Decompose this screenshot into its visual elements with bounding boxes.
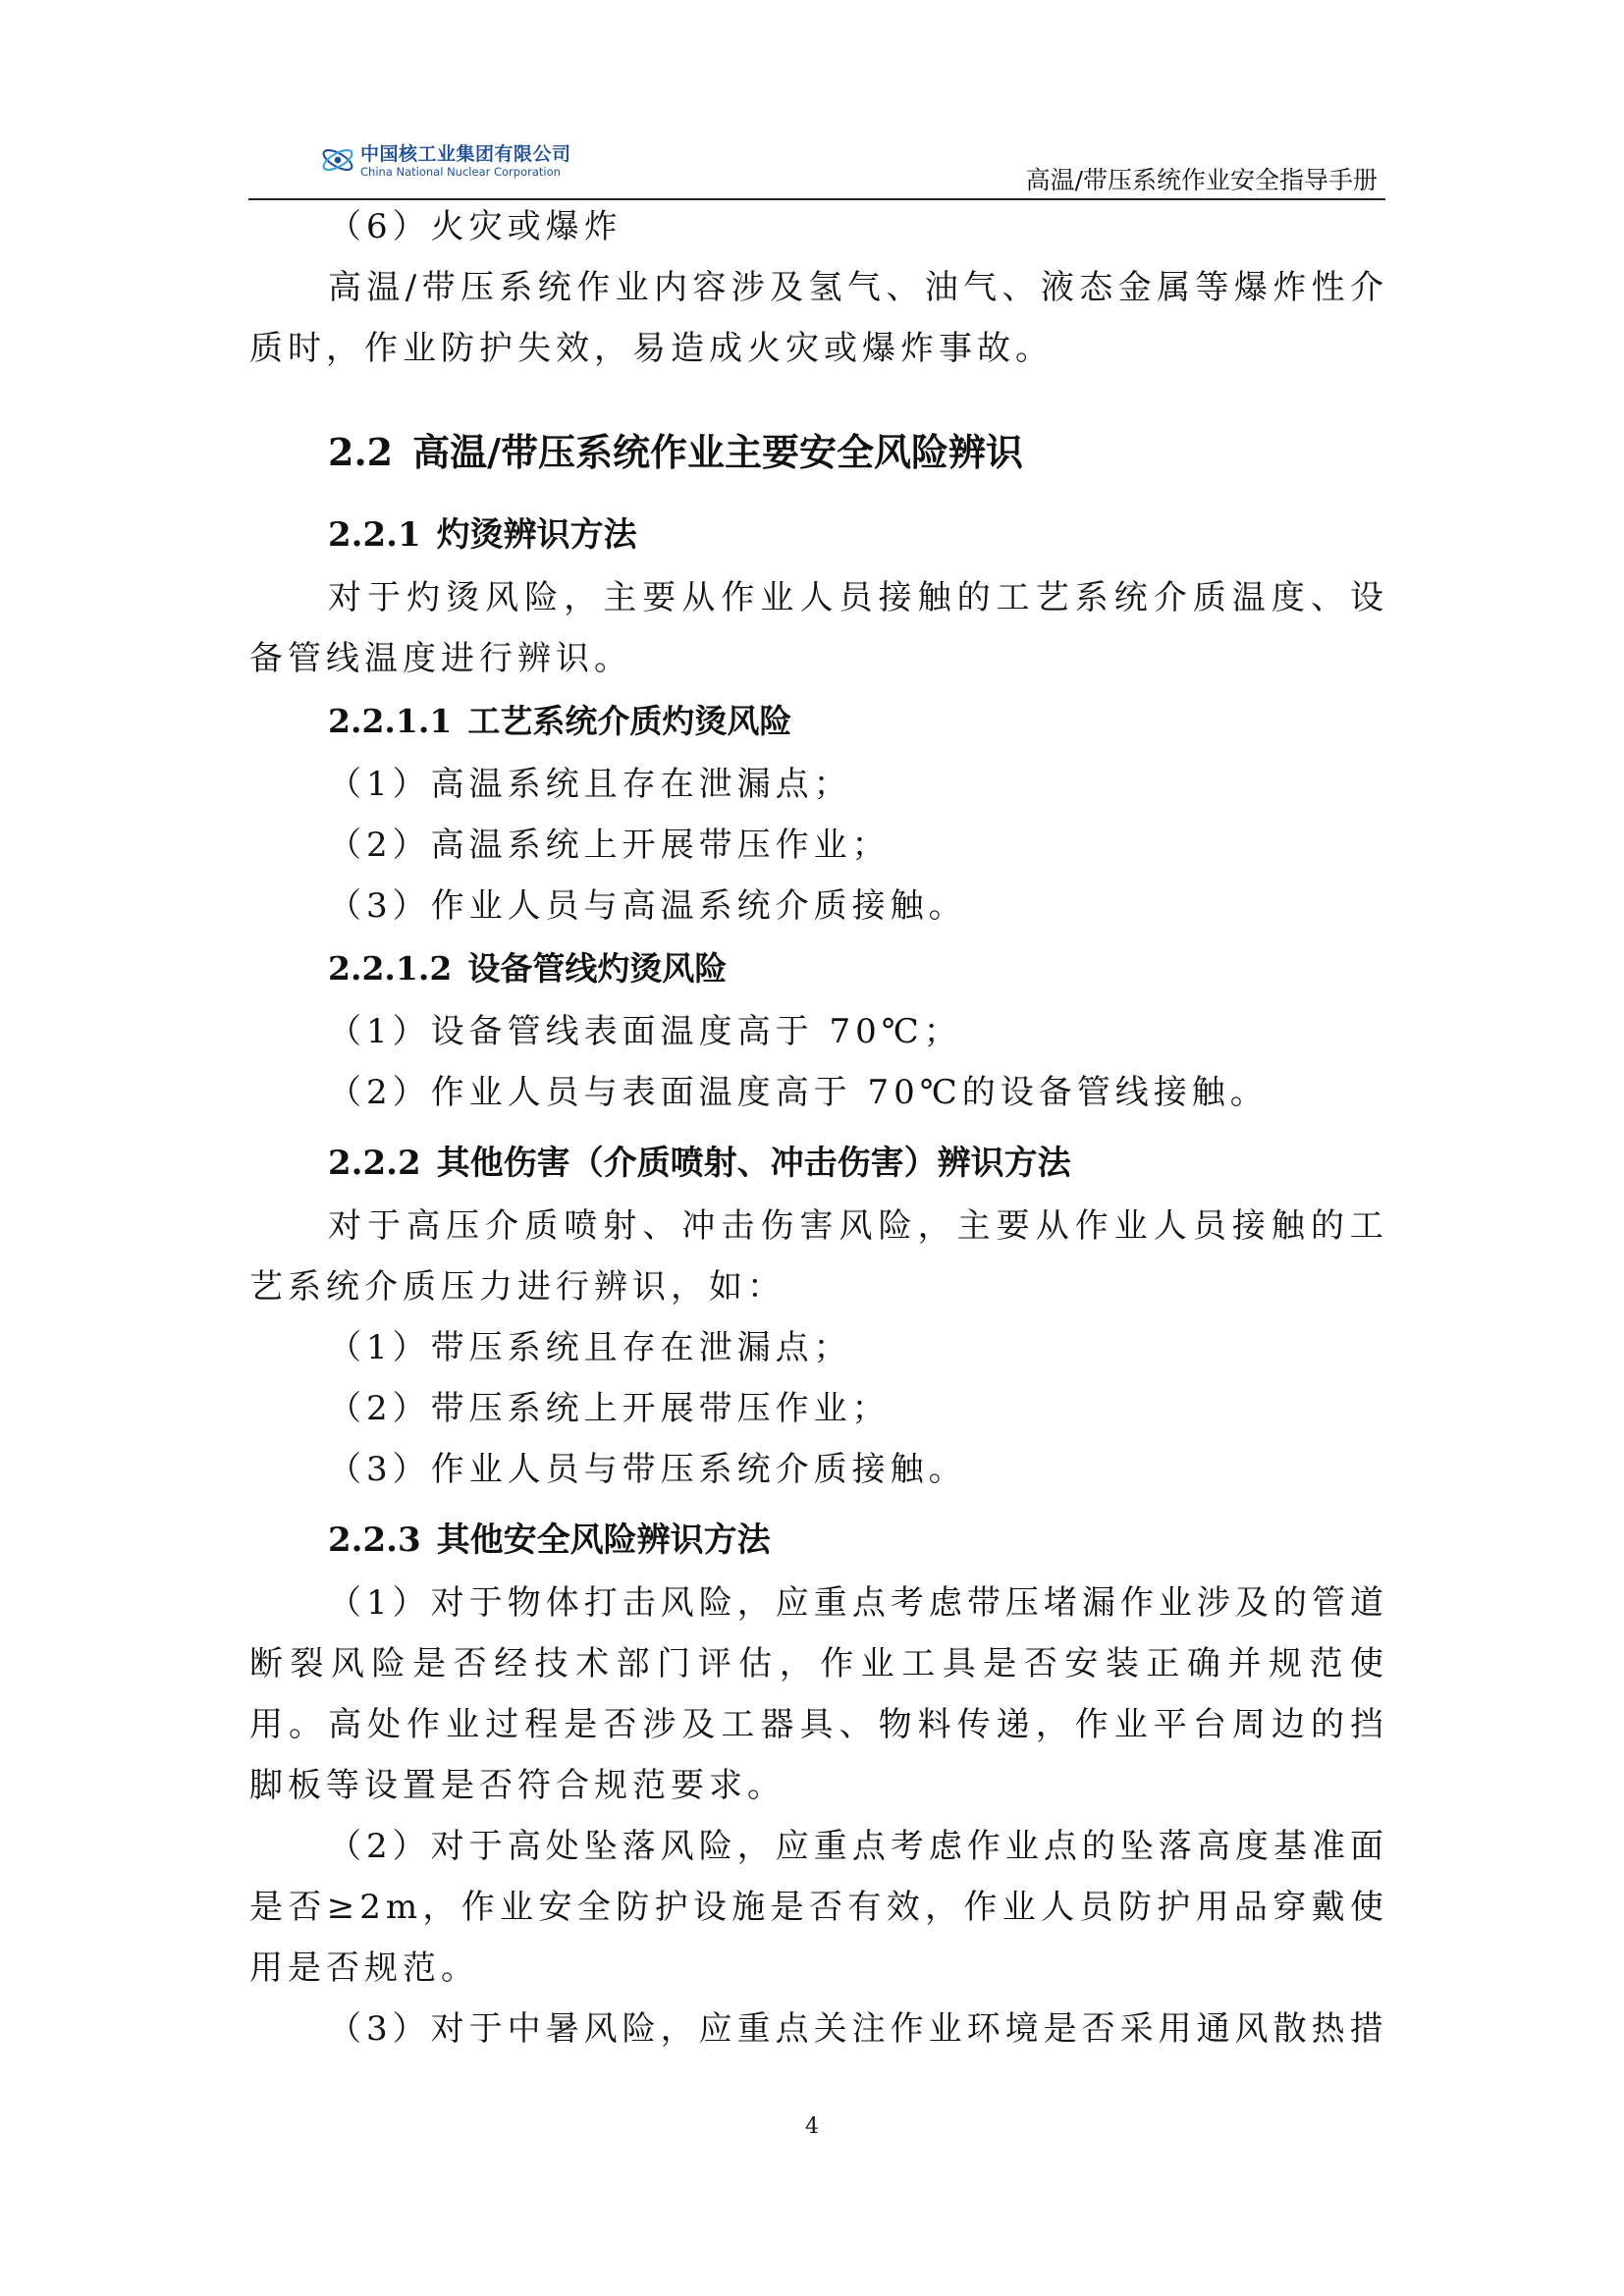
list-item: （3）作业人员与高温系统介质接触。 (328, 886, 967, 926)
list-item: （3）作业人员与带压系统介质接触。 (328, 1450, 967, 1489)
header-title: 高温/带压系统作业安全指导手册 (1025, 166, 1378, 194)
paragraph: 对于灼烫风险，主要从作业人员接触的工艺系统介质温度、设备管线温度进行辨识。 (249, 578, 1388, 678)
section-heading-2-2 (249, 422, 1388, 483)
page-header (248, 135, 1385, 202)
section-heading-2-2-2 (249, 1133, 1388, 1194)
section-number: 2.2.1 (328, 515, 421, 555)
section-title: 其他伤害（介质喷射、冲击伤害）辨识方法 (436, 1144, 1071, 1183)
page-body (249, 196, 1388, 2059)
section-heading-2-2-1-1 (249, 691, 1388, 752)
list-item: （1）带压系统且存在泄漏点； (328, 1328, 852, 1367)
section-heading-2-2-1 (249, 505, 1388, 565)
paragraph: 对于高压介质喷射、冲击伤害风险，主要从作业人员接触的工艺系统介质压力进行辨识，如： (249, 1206, 1388, 1307)
section-heading-2-2-3 (249, 1510, 1388, 1571)
section-title: 工艺系统介质灼烫风险 (467, 702, 792, 740)
section-number: 2.2.1.1 (328, 702, 453, 740)
cnnc-logo (319, 139, 574, 190)
list-item: （2）作业人员与表面温度高于 70℃的设备管线接触。 (328, 1073, 1269, 1112)
section-number: 2.2 (328, 430, 394, 474)
list-item: （1）设备管线表面温度高于 70℃； (328, 1012, 962, 1051)
logo-chinese-text: 中国核工业集团有限公司 (360, 143, 571, 165)
list-item: （1）高温系统且存在泄漏点； (328, 765, 852, 804)
section-title: 设备管线灼烫风险 (467, 949, 728, 988)
section-heading-2-2-1-2 (249, 938, 1388, 999)
section-number: 2.2.2 (328, 1144, 421, 1183)
section-number: 2.2.1.2 (328, 949, 453, 988)
atom-logo-icon (319, 141, 356, 179)
section-title: 其他安全风险辨识方法 (436, 1521, 771, 1560)
logo-english-text: China National Nuclear Corporation (360, 165, 561, 179)
paragraph: （3）对于中暑风险，应重点关注作业环境是否采用通风散热措 (328, 2009, 1388, 2049)
section-title: 灼烫辨识方法 (436, 515, 637, 555)
section-title: 高温/带压系统作业主要安全风险辨识 (412, 431, 1024, 474)
paragraph: （2）对于高处坠落风险，应重点考虑作业点的坠落高度基准面是否≥2m，作业安全防护设施是否有效，作业人员防护用品穿戴使用是否规范。 (249, 1827, 1388, 1988)
paragraph: 高温/带压系统作业内容涉及氢气、油气、液态金属等爆炸性介质时，作业防护失效，易造成火灾或爆炸事故。 (249, 268, 1388, 368)
section-number: 2.2.3 (328, 1521, 421, 1560)
list-item: （6）火灾或爆炸 (328, 207, 623, 246)
list-item: （2）高温系统上开展带压作业； (328, 826, 891, 865)
page-number: 4 (805, 2114, 819, 2139)
list-item: （2）带压系统上开展带压作业； (328, 1389, 891, 1428)
paragraph: （1）对于物体打击风险，应重点考虑带压堵漏作业涉及的管道断裂风险是否经技术部门评估，作业工具是否安装正确并规范使用。高处作业过程是否涉及工器具、物料传递，作业平台周边的挡脚板等设置是否符合规范要求。 (249, 1583, 1388, 1805)
